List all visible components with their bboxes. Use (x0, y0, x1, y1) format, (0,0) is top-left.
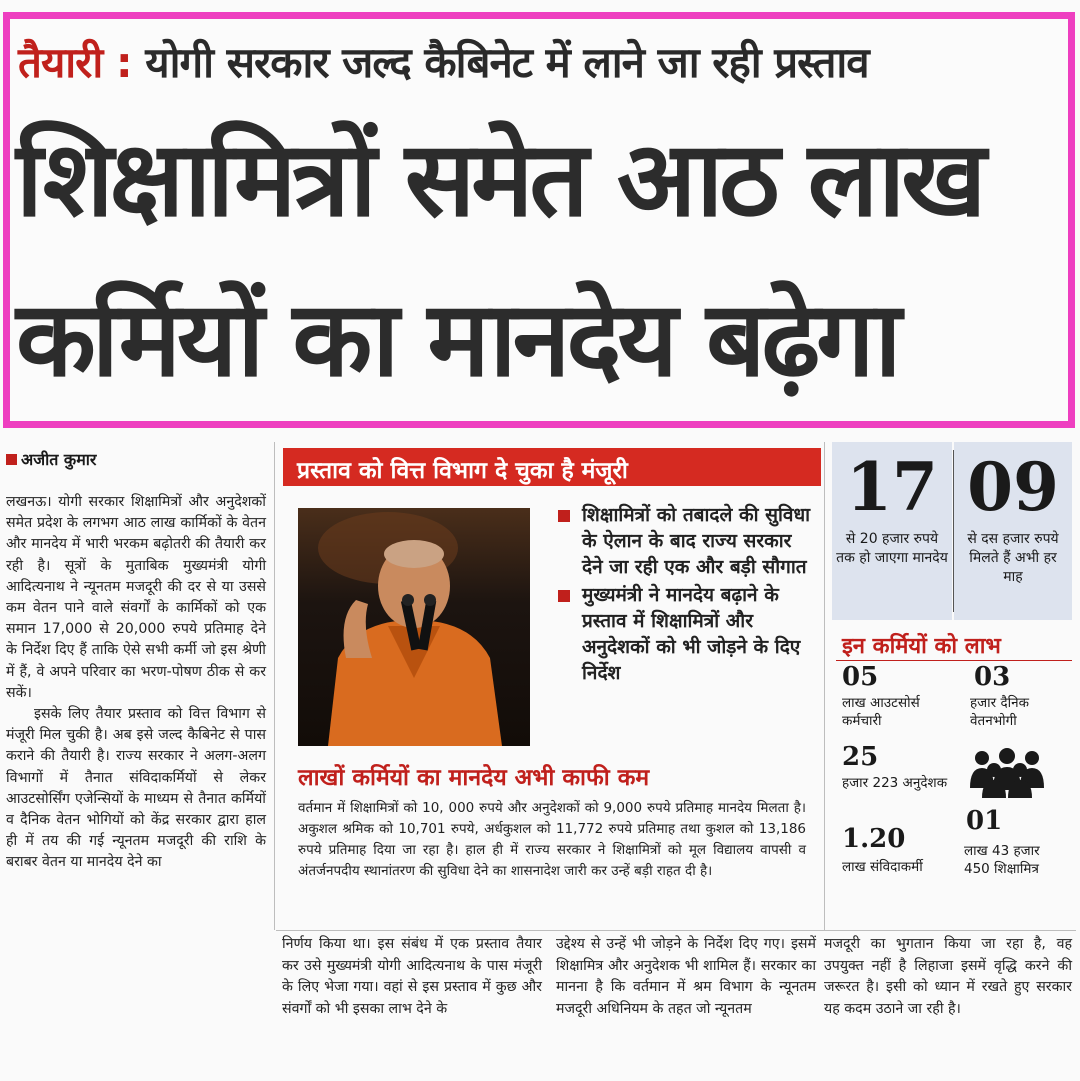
photo-placeholder (298, 508, 530, 746)
kicker-label: तैयारी : (18, 38, 132, 87)
benefit-label: लाख आउटसोर्स कर्मचारी (842, 695, 920, 729)
benefits-title: इन कर्मियों को लाभ (842, 634, 1001, 659)
benefit-label: लाख संविदाकर्मी (842, 859, 923, 875)
stat-label: से 20 हजार रुपये तक हो जाएगा मानदेय (836, 531, 948, 566)
bullet-text: शिक्षामित्रों को तबादले की सुविधा के ऐलान के बाद राज्य सरकार देने जा रही एक और बड़ी सौगात (582, 504, 811, 578)
byline-author: अजीत कुमार (21, 450, 97, 469)
stat-box-old-range (954, 442, 1072, 620)
bullet-square-icon (558, 510, 570, 522)
bullet-text: मुख्यमंत्री ने मानदेय बढ़ाने के प्रस्ताव में शिक्षामित्रों और अनुदेशकों को भी जोड़ने के दिए निर्देश (582, 584, 801, 684)
benefit-number: 05 (842, 662, 879, 692)
benefits-rule (836, 660, 1072, 661)
benefit-number: 25 (842, 742, 879, 772)
crowd-icon (968, 748, 1046, 798)
headline-frame (3, 12, 1075, 428)
stat-number: 09 (967, 448, 1059, 526)
stat-number: 17 (846, 448, 938, 526)
headline-line-1: शिक्षामित्रों समेत आठ लाख (16, 118, 983, 240)
benefit-number: 03 (974, 662, 1011, 692)
box-body-text: वर्तमान में शिक्षामित्रों को 10, 000 रुपये और अनुदेशकों को 9,000 रुपये प्रतिमाह मानदेय मिलता है। अकुशल श्रमिक को 10,701 रुपये, अर्धकुशल को 11,772 रुपये प्रतिमाह तथा कुशल को 13,186 रुपये प्रतिमाह दिया जा रहा है। हाल ही में राज्य सरकार ने शिक्षामित्रों को मूल विद्यालय वापसी व अंतर्जनपदीय स्थानांतरण की सुविधा देने का शासनादेश जारी कर उन्हें बड़ी राहत दी है। (298, 800, 806, 879)
column-divider (274, 442, 275, 930)
article-paragraph-2: इसके लिए तैयार प्रस्ताव को वित्त विभाग से मंजूरी मिल चुकी है। अब इसे जल्द कैबिनेट से पास कराने की तैयारी है। राज्य सरकार ने अलग-अलग विभागों में तैनात संविदाकर्मियों से लेकर आउटसोर्सिंग एजेन्सियों के माध्यम से तैनात कर्मियों व दैनिक वेतन भोगियों को केंद्र सरकार द्वारा हाल ही में तय की गई न्यूनतम मजदूरी की राशि के बराबर वेतन या मानदेय देने का (6, 706, 266, 871)
stat-box-current-range (832, 442, 952, 620)
box-bottom-rule (276, 930, 1076, 931)
benefit-label: लाख 43 हजार 450 शिक्षामित्र (964, 843, 1040, 877)
cm-photo (298, 508, 530, 746)
stat-divider (953, 450, 954, 612)
box-subhead: लाखों कर्मियों का मानदेय अभी काफी कम (298, 765, 650, 791)
kicker (18, 33, 869, 90)
article-column-2: निर्णय किया था। इस संबंध में एक प्रस्ताव तैयार कर उसे मुख्यमंत्री योगी आदित्यनाथ के पास मंजूरी के लिए भेजा गया। वहां से इस प्रस्ताव में कुछ और संवर्गों को भी इसका लाभ देने के (282, 936, 542, 1017)
article-paragraph-1: लखनऊ। योगी सरकार शिक्षामित्रों और अनुदेशकों समेत प्रदेश के लगभग आठ लाख कार्मिकों के वेतन और मानदेय में भारी भरकम बढ़ोतरी की तैयारी कर रही है। सूत्रों के मुताबिक मुख्यमंत्री योगी आदित्यनाथ ने न्यूनतम मजदूरी की दर से या उससे कम वेतन पाने वाले संवर्गों के कार्मिकों को एक समान 17,000 से 20,000 रुपये प्रतिमाह देने के निर्देश दिए हैं ताकि ऐसे सभी कर्मी जो इस श्रेणी में हैं, वे अपने परिवार का भरण-पोषण ठीक से कर सकें। (6, 494, 266, 701)
article-column-4: मजदूरी का भुगतान किया जा रहा है, वह उपयुक्त नहीं है लिहाजा इसमें वृद्धि करने की जरूरत है। इसी को ध्यान में रखते हुए सरकार यह कदम उठाने जा रही है। (824, 936, 1072, 1017)
byline (6, 448, 96, 470)
bullet-item (556, 502, 818, 580)
bullet-item (556, 582, 818, 686)
column-divider (824, 442, 825, 930)
benefit-number: 01 (966, 806, 1003, 836)
byline-square-icon (6, 454, 17, 465)
benefit-number: 1.20 (842, 824, 906, 854)
benefit-label: हजार 223 अनुदेशक (842, 775, 948, 791)
box-bullets (556, 502, 818, 688)
headline-line-2: कर्मियों का मानदेय बढ़ेगा (16, 278, 898, 400)
bullet-square-icon (558, 590, 570, 602)
benefit-label: हजार दैनिक वेतनभोगी (970, 695, 1030, 729)
article-column-3: उद्देश्य से उन्हें भी जोड़ने के निर्देश दिए गए। इसमें शिक्षामित्र और अनुदेशक भी शामिल हैं। सरकार का मानना है कि वर्तमान में श्रम विभाग के न्यूनतम मजदूरी अधिनियम के तहत जो न्यूनतम (556, 936, 816, 1017)
kicker-text: योगी सरकार जल्द कैबिनेट में लाने जा रही प्रस्ताव (145, 38, 869, 87)
stat-label: से दस हजार रुपये मिलते हैं अभी हर माह (967, 531, 1059, 585)
box-title: प्रस्ताव को वित्त विभाग दे चुका है मंजूरी (283, 448, 821, 486)
article-column-1 (6, 492, 266, 874)
